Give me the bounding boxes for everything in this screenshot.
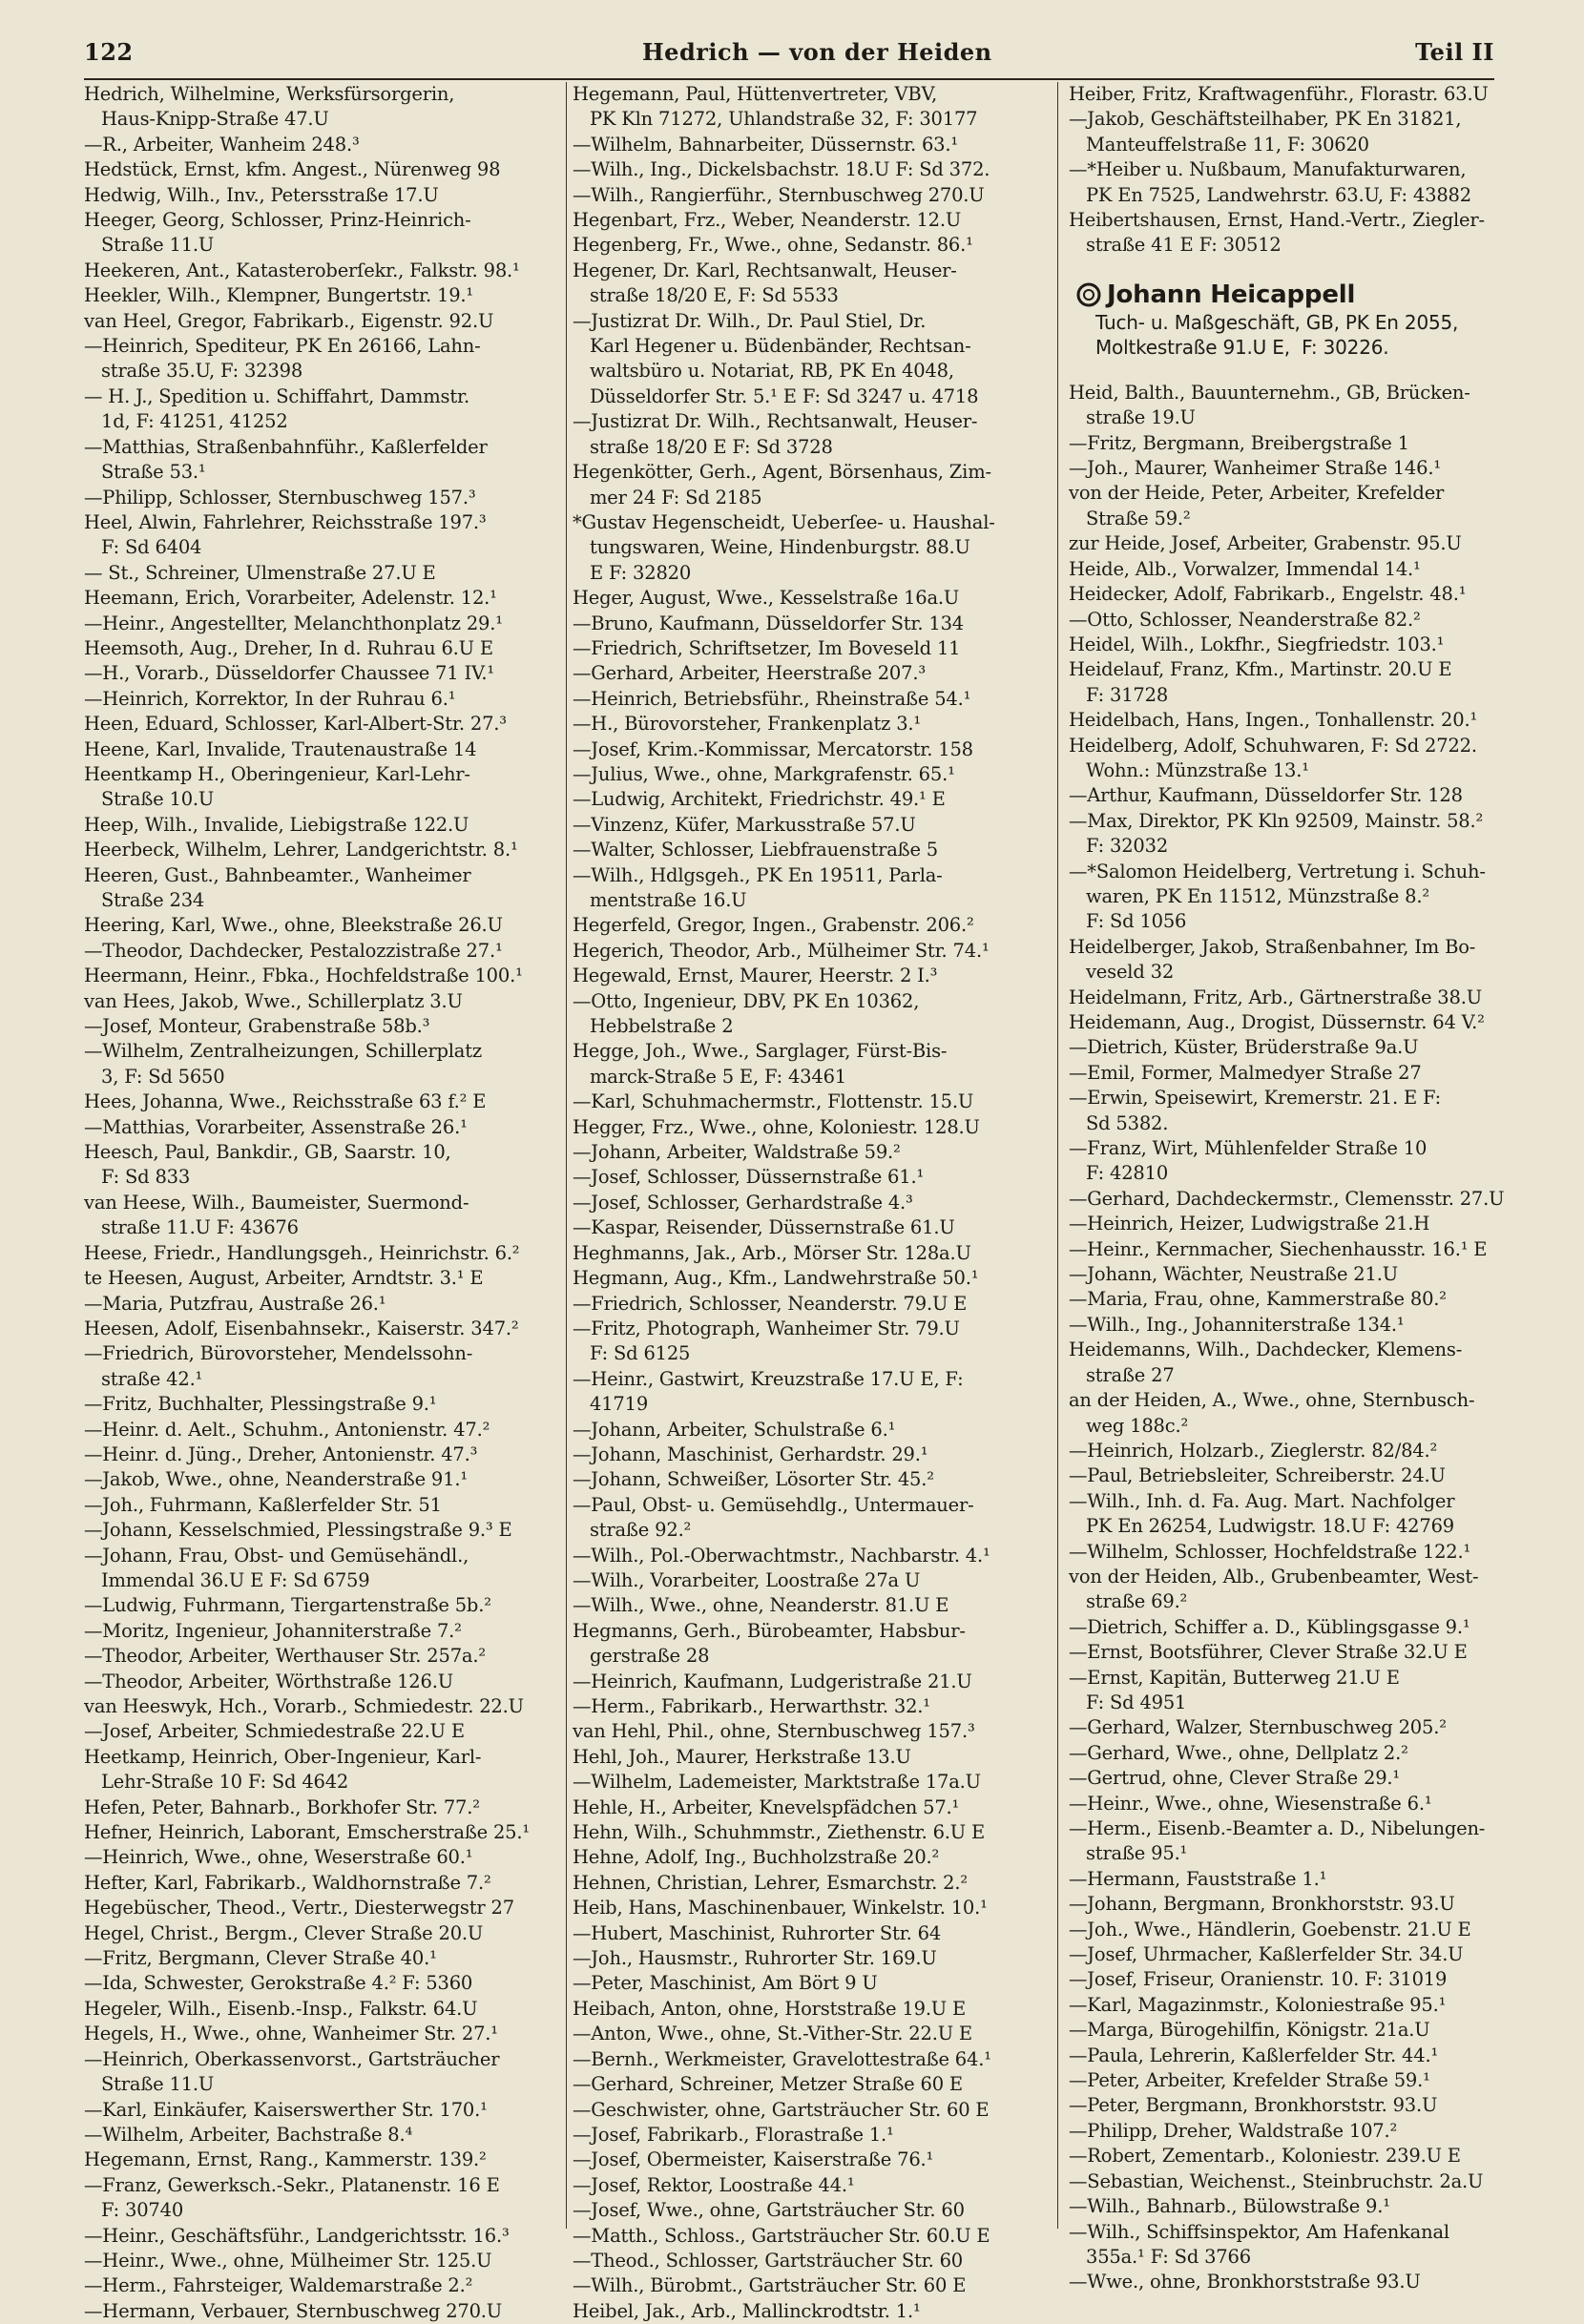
directory-entry: —Peter, Arbeiter, Krefelder Straße 59.¹ bbox=[1069, 2069, 1430, 2092]
page-number: 122 bbox=[84, 38, 134, 66]
directory-entry: Wohn.: Münzstraße 13.¹ bbox=[1069, 758, 1309, 781]
directory-entry: —Josef, Friseur, Oranienstr. 10. F: 31019 bbox=[1069, 1968, 1448, 1991]
directory-entry: —Paul, Obst- u. Gemüsehdlg., Untermauer- bbox=[573, 1493, 974, 1516]
directory-entry: F: Sd 4951 bbox=[1069, 1691, 1187, 1713]
directory-entry: van Heel, Gregor, Fabrikarb., Eigenstr. 92.U bbox=[84, 309, 494, 332]
directory-entry: Heidemanns, Wilh., Dachdecker, Klemens- bbox=[1069, 1338, 1463, 1361]
directory-entry: an der Heiden, A., Wwe., ohne, Sternbusch- bbox=[1069, 1389, 1475, 1412]
directory-entry: Hegenbart, Frz., Weber, Neanderstr. 12.U bbox=[573, 209, 962, 232]
directory-entry: F: Sd 6125 bbox=[573, 1342, 691, 1365]
directory-entry: Heidelbach, Hans, Ingen., Tonhallenstr. 20.¹ bbox=[1069, 709, 1478, 732]
directory-entry: F: 31728 bbox=[1069, 683, 1169, 706]
directory-entry: Heekeren, Ant., Katasteroberſekr., Falkstr. 98.¹ bbox=[84, 259, 520, 281]
directory-entry: —Johann, Schweißer, Lösorter Str. 45.² bbox=[573, 1468, 934, 1491]
directory-entry: —Wilh., Ing., Johanniterstraße 134.¹ bbox=[1069, 1313, 1405, 1336]
directory-entry: —Philipp, Dreher, Waldstraße 107.² bbox=[1069, 2119, 1398, 2142]
directory-entry: —Heinrich, Spediteur, PK En 26166, Lahn- bbox=[84, 335, 481, 358]
directory-entry: —Fritz, Bergmann, Clever Straße 40.¹ bbox=[84, 1947, 437, 1970]
advertisement-title bbox=[1076, 280, 1527, 310]
directory-entry: von der Heiden, Alb., Grubenbeamter, West- bbox=[1069, 1565, 1479, 1587]
directory-entry: 1d, F: 41251, 41252 bbox=[84, 410, 288, 433]
directory-entry: —Ludwig, Architekt, Friedrichstr. 49.¹ E bbox=[573, 788, 946, 811]
directory-entry: —*Salomon Heidelberg, Vertretung i. Schuh- bbox=[1069, 860, 1486, 882]
directory-entry: Straße 53.¹ bbox=[84, 461, 206, 484]
directory-entry: Manteuffelstraße 11, F: 30620 bbox=[1069, 133, 1369, 156]
directory-entry: —Heinrich, Oberkassenvorst., Gartsträucher bbox=[84, 2047, 500, 2070]
directory-entry: van Hehl, Phil., ohne, Sternbuschweg 157.³ bbox=[573, 1720, 975, 1743]
directory-entry: —Franz, Wirt, Mühlenfelder Straße 10 bbox=[1069, 1137, 1428, 1160]
directory-entry: —Johann, Bergmann, Bronkhorststr. 93.U bbox=[1069, 1893, 1455, 1916]
directory-entry: —Wilh., Wwe., ohne, Neanderstr. 81.U E bbox=[573, 1594, 949, 1617]
directory-entry: F: Sd 6404 bbox=[84, 536, 202, 559]
directory-entry: —Matthias, Vorarbeiter, Assenstraße 26.¹ bbox=[84, 1115, 468, 1138]
directory-entry: F: 32032 bbox=[1069, 835, 1169, 858]
directory-entry: marck-Straße 5 E, F: 43461 bbox=[573, 1065, 846, 1088]
directory-entry: Sd 5382. bbox=[1069, 1111, 1169, 1134]
directory-entry: straße 42.¹ bbox=[84, 1367, 203, 1390]
directory-entry: E F: 32820 bbox=[573, 561, 692, 584]
directory-entry: Heidelmann, Fritz, Arb., Gärtnerstraße 38.U bbox=[1069, 986, 1482, 1008]
directory-entry: Straße 59.² bbox=[1069, 507, 1191, 529]
directory-entry: —Hermann, Verbauer, Sternbuschweg 270.U bbox=[84, 2299, 503, 2322]
directory-entry: Hehle, H., Arbeiter, Knevelspfädchen 57.¹ bbox=[573, 1795, 960, 1818]
directory-entry: Hedwig, Wilh., Inv., Petersstraße 17.U bbox=[84, 183, 439, 206]
directory-entry: —Anton, Wwe., ohne, St.-Vither-Str. 22.U E bbox=[573, 2023, 972, 2045]
directory-entry: veseld 32 bbox=[1069, 961, 1175, 984]
directory-entry: zur Heide, Josef, Arbeiter, Grabenstr. 95.U bbox=[1069, 532, 1462, 555]
directory-entry: Hebbelstraße 2 bbox=[573, 1015, 734, 1038]
directory-entry: straße 18/20 E F: Sd 3728 bbox=[573, 435, 833, 458]
directory-entry: straße 27 bbox=[1069, 1363, 1175, 1386]
directory-entry: van Heese, Wilh., Baumeister, Suermond- bbox=[84, 1191, 469, 1214]
directory-entry: —Wilh., Ing., Dickelsbachstr. 18.U F: Sd 372. bbox=[573, 158, 990, 181]
directory-entry: —Wilh., Vorarbeiter, Loostraße 27a U bbox=[573, 1568, 921, 1591]
directory-entry: —Heinr. d. Jüng., Dreher, Antonienstr. 47.³ bbox=[84, 1442, 478, 1465]
directory-entry: —Wilhelm, Lademeister, Marktstraße 17a.U bbox=[573, 1771, 981, 1794]
directory-entry: —Josef, Wwe., ohne, Gartsträucher Str. 60 bbox=[573, 2199, 965, 2222]
directory-entry: Hegener, Dr. Karl, Rechtsanwalt, Heuser- bbox=[573, 259, 957, 281]
directory-entry: —Maria, Frau, ohne, Kammerstraße 80.² bbox=[1069, 1288, 1447, 1311]
directory-entry: —Josef, Obermeister, Kaiserstraße 76.¹ bbox=[573, 2148, 934, 2171]
directory-entry: —Max, Direktor, PK Kln 92509, Mainstr. 58.² bbox=[1069, 809, 1484, 832]
directory-entry: Hegmanns, Gerh., Bürobeamter, Habsbur- bbox=[573, 1619, 966, 1642]
directory-entry: Heger, August, Wwe., Kesselstraße 16a.U bbox=[573, 587, 960, 610]
directory-entry: —Johann, Frau, Obst- und Gemüsehändl., bbox=[84, 1544, 469, 1567]
directory-entry: Heghmanns, Jak., Arb., Mörser Str. 128a.U bbox=[573, 1241, 971, 1264]
directory-entry: Heidel, Wilh., Lokfhr., Siegfriedstr. 103.¹ bbox=[1069, 633, 1445, 655]
directory-entry: —Heinr. d. Aelt., Schuhm., Antonienstr. 47.² bbox=[84, 1418, 490, 1441]
directory-entry: —Wilh., Bahnarb., Bülowstraße 9.¹ bbox=[1069, 2195, 1390, 2218]
directory-entry: PK En 26254, Ludwigstr. 18.U F: 42769 bbox=[1069, 1515, 1455, 1538]
advertisement-line-1: Tuch- u. Maßgeschäft, GB, PK En 2055, bbox=[1095, 310, 1459, 334]
advertisement-name: Johann Heicappell bbox=[1107, 280, 1356, 309]
directory-entry: —Wilhelm, Bahnarbeiter, Düssernstr. 63.¹ bbox=[573, 133, 959, 156]
directory-entry: straße 19.U bbox=[1069, 406, 1196, 429]
directory-entry: Heep, Wilh., Invalide, Liebigstraße 122.U bbox=[84, 813, 469, 836]
directory-entry: Heerbeck, Wilhelm, Lehrer, Landgerichtstr. 8.¹ bbox=[84, 839, 518, 861]
directory-entry: Heiber, Fritz, Kraftwagenführ., Florastr. 63.U bbox=[1069, 83, 1489, 105]
directory-entry: —Vinzenz, Küfer, Markusstraße 57.U bbox=[573, 813, 916, 836]
directory-entry: — St., Schreiner, Ulmenstraße 27.U E bbox=[84, 561, 436, 584]
directory-entry: —Philipp, Schlosser, Sternbuschweg 157.³ bbox=[84, 486, 476, 508]
directory-entry: Hegenkötter, Gerh., Agent, Börsenhaus, Zim- bbox=[573, 461, 991, 484]
directory-entry: Heib, Hans, Maschinenbauer, Winkelstr. 10.¹ bbox=[573, 1897, 988, 1919]
directory-entry: Hegemann, Ernst, Rang., Kammerstr. 139.² bbox=[84, 2148, 487, 2171]
directory-entry: Hehnen, Christian, Lehrer, Esmarchstr. 2.² bbox=[573, 1871, 968, 1894]
directory-entry: —Karl, Magazinmstr., Koloniestraße 95.¹ bbox=[1069, 1993, 1447, 2016]
directory-entry: —Gerhard, Schreiner, Metzer Straße 60 E bbox=[573, 2073, 963, 2096]
directory-entry: 355a.¹ F: Sd 3766 bbox=[1069, 2245, 1251, 2268]
directory-entry: —Matthias, Straßenbahnführ., Kaßlerfelder bbox=[84, 435, 488, 458]
directory-entry: Heemsoth, Aug., Dreher, In d. Ruhrau 6.U E bbox=[84, 636, 493, 659]
directory-entry: —Joh., Maurer, Wanheimer Straße 146.¹ bbox=[1069, 457, 1441, 480]
directory-entry: — H. J., Spedition u. Schiffahrt, Dammstr. bbox=[84, 384, 469, 407]
directory-entry: straße 92.² bbox=[573, 1519, 692, 1542]
directory-entry: Haus-Knipp-Straße 47.U bbox=[84, 108, 329, 131]
directory-entry: —Josef, Uhrmacher, Kaßlerfelder Str. 34.U bbox=[1069, 1943, 1464, 1966]
directory-entry: Lehr-Straße 10 F: Sd 4642 bbox=[84, 1771, 349, 1794]
directory-entry: Heentkamp H., Oberingenieur, Karl-Lehr- bbox=[84, 762, 470, 785]
directory-entry: Hegemann, Paul, Hüttenvertreter, VBV, bbox=[573, 83, 938, 105]
directory-entry: —Heinrich, Wwe., ohne, Weserstraße 60.¹ bbox=[84, 1846, 473, 1869]
directory-entry: —Matth., Schloss., Gartsträucher Str. 60.U E bbox=[573, 2224, 990, 2247]
directory-entry: Hegerfeld, Gregor, Ingen., Grabenstr. 206.² bbox=[573, 914, 974, 937]
directory-entry: straße 69.² bbox=[1069, 1590, 1188, 1613]
directory-entry: straße 95.¹ bbox=[1069, 1842, 1188, 1865]
directory-entry: Heesch, Paul, Bankdir., GB, Saarstr. 10, bbox=[84, 1141, 451, 1164]
directory-entry: —Herm., Fabrikarb., Herwarthstr. 32.¹ bbox=[573, 1695, 930, 1717]
directory-entry: Hegewald, Ernst, Maurer, Heerstr. 2 I.³ bbox=[573, 965, 938, 987]
directory-entry: —Maria, Putzfrau, Austraße 26.¹ bbox=[84, 1292, 386, 1315]
directory-entry: Hehne, Adolf, Ing., Buchholzstraße 20.² bbox=[573, 1846, 940, 1869]
directory-entry: —Justizrat Dr. Wilh., Dr. Paul Stiel, Dr. bbox=[573, 309, 927, 332]
directory-entry: F: Sd 1056 bbox=[1069, 910, 1187, 933]
directory-entry: Heid, Balth., Bauunternehm., GB, Brücken- bbox=[1069, 381, 1470, 404]
directory-entry: —Paula, Lehrerin, Kaßlerfelder Str. 44.¹ bbox=[1069, 2044, 1439, 2066]
directory-entry: Hedrich, Wilhelmine, Werksfürsorgerin, bbox=[84, 83, 455, 105]
directory-entry: —Heinr., Wwe., ohne, Mülheimer Str. 125.U bbox=[84, 2249, 492, 2272]
directory-entry: —Heinr., Wwe., ohne, Wiesenstraße 6.¹ bbox=[1069, 1792, 1432, 1815]
directory-entry: Heese, Friedr., Handlungsgeh., Heinrichstr. 6.² bbox=[84, 1241, 520, 1264]
directory-entry: —Wwe., ohne, Bronkhorststraße 93.U bbox=[1069, 2271, 1421, 2293]
directory-entry: —Moritz, Ingenieur, Johanniterstraße 7.² bbox=[84, 1619, 462, 1642]
directory-entry: —Wilh., Bürobmt., Gartsträucher Str. 60 E bbox=[573, 2274, 967, 2297]
directory-entry: —Heinrich, Betriebsführ., Rheinstraße 54.¹ bbox=[573, 687, 971, 710]
directory-entry: PK En 7525, Landwehrstr. 63.U, F: 43882 bbox=[1069, 183, 1471, 206]
directory-entry: mentstraße 16.U bbox=[573, 889, 747, 911]
directory-entry: Heekler, Wilh., Klempner, Bungertstr. 19.¹ bbox=[84, 284, 474, 307]
directory-entry: Heidemann, Aug., Drogist, Düssernstr. 64 V.² bbox=[1069, 1011, 1485, 1033]
directory-entry: —Jakob, Geschäftsteilhaber, PK En 31821, bbox=[1069, 108, 1462, 131]
directory-entry: —Josef, Arbeiter, Schmiedestraße 22.U E bbox=[84, 1720, 465, 1743]
column-divider-2 bbox=[1057, 82, 1058, 2229]
column-1 bbox=[84, 82, 552, 2322]
directory-entry: Hefner, Heinrich, Laborant, Emscherstraße 25.¹ bbox=[84, 1821, 531, 1844]
directory-entry: Heesen, Adolf, Eisenbahnsekr., Kaiserstr. 347.² bbox=[84, 1317, 519, 1339]
directory-entry: —Joh., Wwe., Händlerin, Goebenstr. 21.U E bbox=[1069, 1918, 1471, 1940]
directory-entry: Heibertshausen, Ernst, Hand.-Vertr., Ziegler- bbox=[1069, 209, 1485, 232]
directory-entry: Heibel, Jak., Arb., Mallinckrodtstr. 1.¹ bbox=[573, 2299, 921, 2322]
directory-entry: —Joh., Hausmstr., Ruhrorter Str. 169.U bbox=[573, 1947, 937, 1970]
directory-entry: —Emil, Former, Malmedyer Straße 27 bbox=[1069, 1061, 1422, 1084]
directory-entry: tungswaren, Weine, Hindenburgstr. 88.U bbox=[573, 536, 970, 559]
directory-entry: —Friedrich, Bürovorsteher, Mendelssohn- bbox=[84, 1342, 473, 1365]
directory-entry: —Wilh., Pol.-Oberwachtmstr., Nachbarstr. 4.¹ bbox=[573, 1544, 990, 1567]
directory-entry: straße 41 E F: 30512 bbox=[1069, 234, 1282, 257]
directory-entry: Heeger, Georg, Schlosser, Prinz-Heinrich- bbox=[84, 209, 471, 232]
directory-entry: Heibach, Anton, ohne, Horststraße 19.U E bbox=[573, 1997, 967, 2020]
directory-entry: straße 35.U, F: 32398 bbox=[84, 360, 303, 383]
advertisement-line-2: Moltkestraße 91.U E, F: 30226. bbox=[1095, 335, 1389, 359]
header-rule bbox=[84, 78, 1494, 80]
directory-entry: —Johann, Maschinist, Gerhardstr. 29.¹ bbox=[573, 1442, 928, 1465]
directory-entry: Heeren, Gust., Bahnbeamter., Wanheimer bbox=[84, 863, 471, 886]
directory-entry: Hegmann, Aug., Kfm., Landwehrstraße 50.¹ bbox=[573, 1267, 979, 1290]
directory-entry: —Karl, Einkäufer, Kaiserswerther Str. 170.¹ bbox=[84, 2098, 488, 2121]
directory-entry: Heel, Alwin, Fahrlehrer, Reichsstraße 197.³ bbox=[84, 510, 487, 533]
directory-entry: —Josef, Fabrikarb., Florastraße 1.¹ bbox=[573, 2123, 894, 2146]
directory-entry: Hegel, Christ., Bergm., Clever Straße 20.U bbox=[84, 1921, 484, 1944]
column-3-top bbox=[1069, 82, 1527, 259]
directory-entry: —Johann, Wächter, Neustraße 21.U bbox=[1069, 1263, 1398, 1286]
directory-entry: F: 30740 bbox=[84, 2199, 184, 2222]
directory-entry: —Karl, Schuhmachermstr., Flottenstr. 15.U bbox=[573, 1090, 974, 1113]
directory-entry: Hegge, Joh., Wwe., Sarglager, Fürst-Bis- bbox=[573, 1040, 948, 1063]
section-label: Teil II bbox=[1415, 38, 1494, 66]
directory-entry: Heemann, Erich, Vorarbeiter, Adelenstr. 12.¹ bbox=[84, 587, 497, 610]
directory-entry: Heetkamp, Heinrich, Ober-Ingenieur, Karl- bbox=[84, 1745, 482, 1768]
directory-entry: —Bruno, Kaufmann, Düsseldorfer Str. 134 bbox=[573, 612, 965, 634]
directory-entry: —Wilh., Hdlgsgeh., PK En 19511, Parla- bbox=[573, 863, 943, 886]
directory-entry: —Julius, Wwe., ohne, Markgrafenstr. 65.¹ bbox=[573, 762, 955, 785]
directory-entry: —Arthur, Kaufmann, Düsseldorfer Str. 128 bbox=[1069, 784, 1463, 807]
directory-entry: —Marga, Bürogehilfin, Königstr. 21a.U bbox=[1069, 2019, 1430, 2042]
directory-entry: —Ernst, Bootsführer, Clever Straße 32.U E bbox=[1069, 1641, 1468, 1664]
directory-entry: Heidelberg, Adolf, Schuhwaren, F: Sd 2722. bbox=[1069, 734, 1477, 757]
directory-entry: —Ludwig, Fuhrmann, Tiergartenstraße 5b.² bbox=[84, 1594, 491, 1617]
directory-entry: —Heinrich, Kaufmann, Ludgeristraße 21.U bbox=[573, 1670, 972, 1692]
directory-entry: —Wilh., Rangierführ., Sternbuschweg 270.U bbox=[573, 183, 985, 206]
directory-entry: Hegels, H., Wwe., ohne, Wanheimer Str. 27.¹ bbox=[84, 2023, 498, 2045]
directory-entry: —Theodor, Dachdecker, Pestalozzistraße 27.¹ bbox=[84, 939, 503, 962]
directory-entry: —Geschwister, ohne, Gartsträucher Str. 60 E bbox=[573, 2098, 990, 2121]
directory-entry: —Wilhelm, Schlosser, Hochfeldstraße 122.¹ bbox=[1069, 1540, 1471, 1563]
directory-entry: te Heesen, August, Arbeiter, Arndtstr. 3.¹ E bbox=[84, 1267, 484, 1290]
directory-entry: —Gerhard, Dachdeckermstr., Clemensstr. 27.U bbox=[1069, 1187, 1505, 1210]
directory-entry: Heermann, Heinr., Fbka., Hochfeldstraße 100.¹ bbox=[84, 965, 523, 987]
directory-entry: —Bernh., Werkmeister, Gravelottestraße 64.¹ bbox=[573, 2047, 991, 2070]
directory-entry: —Heinr., Kernmacher, Siechenhausstr. 16.¹ E bbox=[1069, 1237, 1488, 1260]
directory-entry: 3, F: Sd 5650 bbox=[84, 1065, 225, 1088]
directory-entry: —Justizrat Dr. Wilh., Rechtsanwalt, Heuser- bbox=[573, 410, 978, 433]
directory-entry: —Heinrich, Korrektor, In der Ruhrau 6.¹ bbox=[84, 687, 456, 710]
directory-entry: Hegeler, Wilh., Eisenb.-Insp., Falkstr. 64.U bbox=[84, 1997, 478, 2020]
directory-entry: —Peter, Bergmann, Bronkhorststr. 93.U bbox=[1069, 2094, 1438, 2117]
column-divider-1 bbox=[566, 82, 567, 2229]
directory-entry: van Hees, Jakob, Wwe., Schillerplatz 3.U bbox=[84, 989, 463, 1012]
column-3 bbox=[1069, 82, 1527, 2293]
directory-entry: —Herm., Eisenb.-Beamter a. D., Nibelungen- bbox=[1069, 1817, 1486, 1839]
directory-entry: —Fritz, Buchhalter, Plessingstraße 9.¹ bbox=[84, 1393, 437, 1416]
directory-entry: straße 18/20 E, F: Sd 5533 bbox=[573, 284, 839, 307]
directory-entry: Düsseldorfer Str. 5.¹ E F: Sd 3247 u. 4718 bbox=[573, 384, 979, 407]
directory-entry: Heidelauf, Franz, Kfm., Martinstr. 20.U E bbox=[1069, 658, 1452, 681]
directory-entry: Straße 11.U bbox=[84, 234, 215, 257]
directory-entry: Heering, Karl, Wwe., ohne, Bleekstraße 26.U bbox=[84, 914, 503, 937]
column-2 bbox=[573, 82, 1040, 2322]
directory-entry: Heene, Karl, Invalide, Trautenaustraße 14 bbox=[84, 737, 477, 760]
directory-entry: Hegenberg, Fr., Wwe., ohne, Sedanstr. 86.¹ bbox=[573, 234, 973, 257]
directory-entry: —Hubert, Maschinist, Ruhrorter Str. 64 bbox=[573, 1921, 942, 1944]
directory-entry: straße 11.U F: 43676 bbox=[84, 1216, 299, 1239]
directory-entry: —Heinr., Gastwirt, Kreuzstraße 17.U E, F: bbox=[573, 1367, 964, 1390]
directory-entry: F: 42810 bbox=[1069, 1162, 1169, 1185]
directory-entry: —Heinr., Angestellter, Melanchthonplatz 29.¹ bbox=[84, 612, 503, 634]
directory-entry: —Johann, Arbeiter, Schulstraße 6.¹ bbox=[573, 1418, 896, 1441]
directory-entry: —Otto, Ingenieur, DBV, PK En 10362, bbox=[573, 989, 920, 1012]
directory-entry: Hegebüscher, Theod., Vertr., Diesterwegstr 27 bbox=[84, 1897, 514, 1919]
page-running-title: Hedrich — von der Heiden bbox=[642, 38, 992, 66]
directory-entry: —Kaspar, Reisender, Düssernstraße 61.U bbox=[573, 1216, 955, 1239]
directory-entry: —Wilh., Inh. d. Fa. Aug. Mart. Nachfolger bbox=[1069, 1489, 1455, 1512]
directory-entry: Karl Hegener u. Büdenbänder, Rechtsan- bbox=[573, 335, 971, 358]
directory-entry: van Heeswyk, Hch., Vorarb., Schmiedestr. 22.U bbox=[84, 1695, 524, 1717]
directory-entry: —Paul, Betriebsleiter, Schreiberstr. 24.U bbox=[1069, 1464, 1446, 1487]
directory-entry: von der Heide, Peter, Arbeiter, Krefelder bbox=[1069, 482, 1445, 505]
directory-entry: —Walter, Schlosser, Liebfrauenstraße 5 bbox=[573, 839, 938, 861]
directory-entry: —Josef, Schlosser, Düssernstraße 61.¹ bbox=[573, 1166, 925, 1189]
directory-entry: Straße 11.U bbox=[84, 2073, 215, 2096]
directory-entry: —R., Arbeiter, Wanheim 248.³ bbox=[84, 133, 360, 156]
directory-entry: —Fritz, Photograph, Wanheimer Str. 79.U bbox=[573, 1317, 960, 1339]
directory-entry: —Theodor, Arbeiter, Werthauser Str. 257a.² bbox=[84, 1645, 486, 1668]
directory-entry: —Robert, Zementarb., Koloniestr. 239.U E bbox=[1069, 2145, 1461, 2168]
directory-entry: PK Kln 71272, Uhlandstraße 32, F: 30177 bbox=[573, 108, 978, 131]
directory-entry: —H., Bürovorsteher, Frankenplatz 3.¹ bbox=[573, 713, 922, 736]
directory-entry: —Heinrich, Heizer, Ludwigstraße 21.H bbox=[1069, 1213, 1430, 1235]
directory-entry: Immendal 36.U E F: Sd 6759 bbox=[84, 1568, 370, 1591]
directory-entry: —Dietrich, Küster, Brüderstraße 9a.U bbox=[1069, 1036, 1419, 1059]
directory-entry: —Peter, Maschinist, Am Bört 9 U bbox=[573, 1972, 878, 1995]
directory-entry: —Ida, Schwester, Gerokstraße 4.² F: 5360 bbox=[84, 1972, 473, 1995]
directory-entry: —Theodor, Arbeiter, Wörthstraße 126.U bbox=[84, 1670, 453, 1692]
directory-entry: Hefter, Karl, Fabrikarb., Waldhornstraße 7.² bbox=[84, 1871, 491, 1894]
directory-entry: —Franz, Gewerksch.-Sekr., Platanenstr. 16 E bbox=[84, 2173, 500, 2196]
directory-entry: Straße 10.U bbox=[84, 788, 215, 811]
directory-entry: waren, PK En 11512, Münzstraße 8.² bbox=[1069, 884, 1429, 907]
directory-entry: —Jakob, Wwe., ohne, Neanderstraße 91.¹ bbox=[84, 1468, 468, 1491]
directory-entry: Hehl, Joh., Maurer, Herkstraße 13.U bbox=[573, 1745, 911, 1768]
directory-entry: —Erwin, Speisewirt, Kremerstr. 21. E F: bbox=[1069, 1087, 1442, 1110]
directory-entry: —Gerhard, Walzer, Sternbuschweg 205.² bbox=[1069, 1716, 1447, 1739]
directory-entry: *Gustav Hegenscheidt, Ueberſee- u. Haushal- bbox=[573, 510, 995, 533]
directory-entry: Hefen, Peter, Bahnarb., Borkhofer Str. 77.² bbox=[84, 1795, 480, 1818]
directory-entry: Hedstück, Ernst, kfm. Angest., Nürenweg 98 bbox=[84, 158, 501, 181]
directory-entry: Hegerich, Theodor, Arb., Mülheimer Str. 74.¹ bbox=[573, 939, 990, 962]
directory-entry: Heidecker, Adolf, Fabrikarb., Engelstr. 48.¹ bbox=[1069, 583, 1467, 606]
directory-entry: —Herm., Fahrsteiger, Waldemarstraße 2.² bbox=[84, 2274, 473, 2297]
directory-entry: —Sebastian, Weichenst., Steinbruchstr. 2a.U bbox=[1069, 2169, 1484, 2192]
directory-entry: Hehn, Wilh., Schuhmmstr., Ziethenstr. 6.U E bbox=[573, 1821, 986, 1844]
directory-entry: —Heinr., Geschäftsführ., Landgerichtsstr. 16.³ bbox=[84, 2224, 510, 2247]
directory-entry: —Friedrich, Schriftsetzer, Im Boveseld 11 bbox=[573, 636, 961, 659]
directory-entry: —*Heiber u. Nußbaum, Manufakturwaren, bbox=[1069, 158, 1467, 181]
directory-entry: F: Sd 833 bbox=[84, 1166, 191, 1189]
directory-entry: —Wilh., Schiffsinspektor, Am Hafenkanal bbox=[1069, 2220, 1449, 2243]
column-3-bottom bbox=[1069, 381, 1527, 2295]
directory-entry: Hegger, Frz., Wwe., ohne, Koloniestr. 128.U bbox=[573, 1115, 980, 1138]
directory-entry: —Johann, Kesselschmied, Plessingstraße 9.³ E bbox=[84, 1519, 512, 1542]
directory-entry: mer 24 F: Sd 2185 bbox=[573, 486, 762, 508]
directory-entry: Straße 234 bbox=[84, 889, 205, 911]
directory-entry: —Gerhard, Arbeiter, Heerstraße 207.³ bbox=[573, 662, 926, 685]
directory-entry: —Otto, Schlosser, Neanderstraße 82.² bbox=[1069, 608, 1421, 631]
page-header bbox=[84, 38, 1494, 76]
directory-entry: —Gertrud, ohne, Clever Straße 29.¹ bbox=[1069, 1767, 1401, 1790]
directory-entry: Heen, Eduard, Schlosser, Karl-Albert-Str. 27.³ bbox=[84, 713, 507, 736]
directory-entry: gerstraße 28 bbox=[573, 1645, 710, 1668]
directory-entry: —Friedrich, Schlosser, Neanderstr. 79.U E bbox=[573, 1292, 968, 1315]
directory-entry: —Gerhard, Wwe., ohne, Dellplatz 2.² bbox=[1069, 1741, 1408, 1764]
directory-entry: —Johann, Arbeiter, Waldstraße 59.² bbox=[573, 1141, 901, 1164]
directory-entry: —Fritz, Bergmann, Breibergstraße 1 bbox=[1069, 431, 1409, 454]
directory-entry: —Hermann, Fauststraße 1.¹ bbox=[1069, 1867, 1327, 1890]
advertisement bbox=[1069, 280, 1527, 360]
directory-entry: —Wilhelm, Arbeiter, Bachstraße 8.⁴ bbox=[84, 2123, 413, 2146]
directory-entry: —Josef, Monteur, Grabenstraße 58b.³ bbox=[84, 1015, 430, 1038]
directory-entry: —Theod., Schlosser, Gartsträucher Str. 60 bbox=[573, 2249, 964, 2272]
directory-entry: —Joh., Fuhrmann, Kaßlerfelder Str. 51 bbox=[84, 1493, 442, 1516]
directory-entry: —Ernst, Kapitän, Butterweg 21.U E bbox=[1069, 1666, 1400, 1689]
directory-entry: waltsbüro u. Notariat, RB, PK En 4048, bbox=[573, 360, 954, 383]
directory-entry: —H., Vorarb., Düsseldorfer Chaussee 71 IV.¹ bbox=[84, 662, 495, 685]
directory-entry: —Wilhelm, Zentralheizungen, Schillerplatz bbox=[84, 1040, 482, 1063]
directory-entry: —Josef, Schlosser, Gerhardstraße 4.³ bbox=[573, 1191, 913, 1214]
directory-entry: Heidelberger, Jakob, Straßenbahner, Im Bo- bbox=[1069, 935, 1476, 958]
directory-entry: —Josef, Krim.-Kommissar, Mercatorstr. 158 bbox=[573, 737, 973, 760]
directory-entry: —Josef, Rektor, Loostraße 44.¹ bbox=[573, 2173, 855, 2196]
directory-entry: 41719 bbox=[573, 1393, 649, 1416]
directory-entry: —Dietrich, Schiffer a. D., Küblingsgasse 9.¹ bbox=[1069, 1615, 1470, 1638]
company-logo-icon bbox=[1076, 282, 1101, 307]
directory-entry: Heide, Alb., Vorwalzer, Immendal 14.¹ bbox=[1069, 557, 1421, 580]
directory-entry: —Heinrich, Holzarb., Zieglerstr. 82/84.² bbox=[1069, 1439, 1438, 1462]
directory-entry: Hees, Johanna, Wwe., Reichsstraße 63 f.² E bbox=[84, 1090, 487, 1113]
directory-entry: weg 188c.² bbox=[1069, 1414, 1189, 1437]
